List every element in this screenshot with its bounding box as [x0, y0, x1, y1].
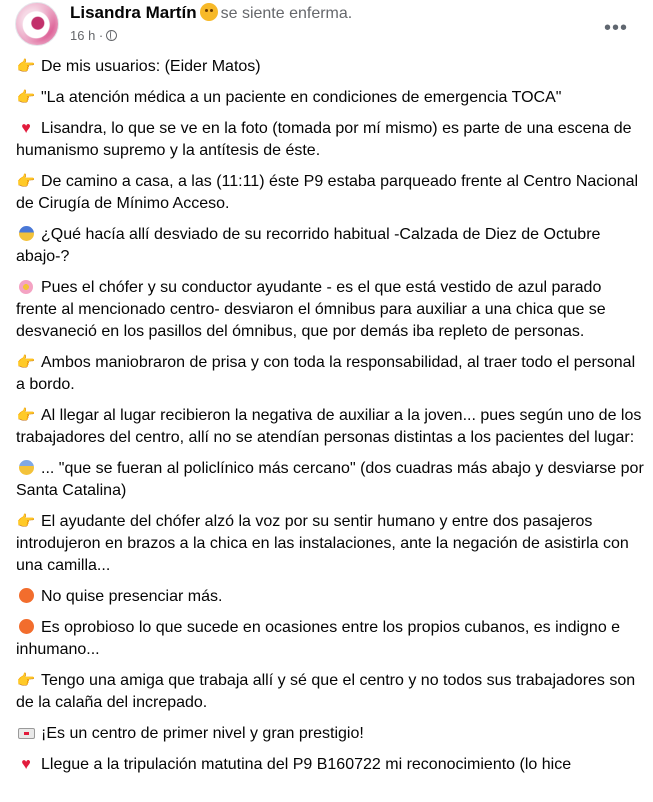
paragraph-text: Tengo una amiga que trabaja allí y sé que el centro y no todos sus trabajadores son de la calaña del increpado. [16, 672, 636, 711]
post-paragraph [16, 352, 644, 396]
pointing-hand-icon: 👉 [16, 513, 36, 530]
red-heart-icon: ♥ [21, 756, 31, 773]
more-icon: ••• [603, 17, 628, 39]
post-paragraph [16, 224, 644, 268]
cherry-blossom-icon [16, 280, 36, 294]
pointing-hand-icon: 👉 [16, 354, 36, 371]
paragraph-text: Pues el chófer y su conductor ayudante - es el que está vestido de azul parado frente al mencionado centro- desviaron el ómnibus para auxiliar a una chica que se desvaneció en los pasillos del ómnibus, que por demás iba repleto de personas. [16, 279, 606, 340]
post-paragraph [16, 458, 644, 502]
paragraph-text: De mis usuarios: (Eider Matos) [41, 58, 261, 75]
pointing-hand-icon: 👉 [16, 407, 36, 424]
red-heart-icon: ♥ [21, 120, 31, 137]
paragraph-text: Lisandra, lo que se ve en la foto (tomada por mí mismo) es parte de una escena de humanismo supremo y la antítesis de éste. [16, 120, 632, 159]
post-paragraph [16, 511, 644, 577]
pointing-hand-icon: 👉 [16, 672, 36, 689]
post-paragraph [16, 56, 644, 78]
post-paragraph [16, 754, 644, 776]
paragraph-text: Es oprobioso lo que sucede en ocasiones entre los propios cubanos, es indigno e inhumano... [16, 619, 621, 658]
pointing-hand-icon: 👉 [16, 89, 36, 106]
author-name[interactable]: Lisandra Martín [70, 3, 197, 22]
post-paragraph [16, 586, 644, 608]
avatar[interactable] [15, 2, 59, 46]
post-meta [70, 28, 117, 43]
post-paragraph [16, 670, 644, 714]
paragraph-text: De camino a casa, a las (11:11) éste P9 estaba parqueado frente al Centro Nacional de Cirugía de Mínimo Acceso. [16, 173, 639, 212]
post-paragraph [16, 87, 644, 109]
pointing-hand-icon: 👉 [16, 58, 36, 75]
anxious-sweat-face-icon [16, 460, 36, 475]
paragraph-text: Llegue a la tripulación matutina del P9 B160722 mi reconocimiento (lo hice [41, 756, 572, 773]
paragraph-text: ... "que se fueran al policlínico más cercano" (dos cuadras más abajo y desviarse por Santa Catalina) [16, 460, 644, 499]
author-line [70, 3, 352, 23]
angry-face-icon [16, 588, 36, 603]
globe-icon [106, 30, 117, 41]
ambulance-icon [16, 726, 36, 740]
paragraph-text: "La atención médica a un paciente en condiciones de emergencia TOCA" [41, 89, 562, 106]
screaming-face-icon [16, 226, 36, 241]
more-options-button[interactable] [598, 10, 634, 46]
paragraph-text: ¡Es un centro de primer nivel y gran prestigio! [41, 725, 364, 742]
paragraph-text: El ayudante del chófer alzó la voz por su sentir humano y entre dos pasajeros introdujeron en brazos a la chica en las instalaciones, ante la negación de asistirla con una camilla... [16, 513, 629, 574]
post-paragraph [16, 171, 644, 215]
feeling-text: se siente enferma. [220, 5, 353, 22]
post-paragraph [16, 118, 644, 162]
post-body [16, 56, 644, 785]
paragraph-text: No quise presenciar más. [41, 588, 223, 605]
paragraph-text: ¿Qué hacía allí desviado de su recorrido habitual -Calzada de Diez de Octubre abajo-? [16, 226, 601, 265]
paragraph-text: Ambos maniobraron de prisa y con toda la responsabilidad, al traer todo el personal a bordo. [16, 354, 636, 393]
post-paragraph [16, 277, 644, 343]
post-timestamp[interactable]: 16 h · [70, 28, 104, 43]
sick-face-icon [200, 3, 218, 21]
angry-face-icon [16, 619, 36, 634]
post-paragraph [16, 723, 644, 745]
pointing-hand-icon: 👉 [16, 173, 36, 190]
post-paragraph [16, 617, 644, 661]
paragraph-text: Al llegar al lugar recibieron la negativa de auxiliar a la joven... pues según uno de los trabajadores del centro, allí no se atendían personas distintas a los pacientes del lugar: [16, 407, 642, 446]
post-header [12, 0, 642, 52]
post-paragraph [16, 405, 644, 449]
